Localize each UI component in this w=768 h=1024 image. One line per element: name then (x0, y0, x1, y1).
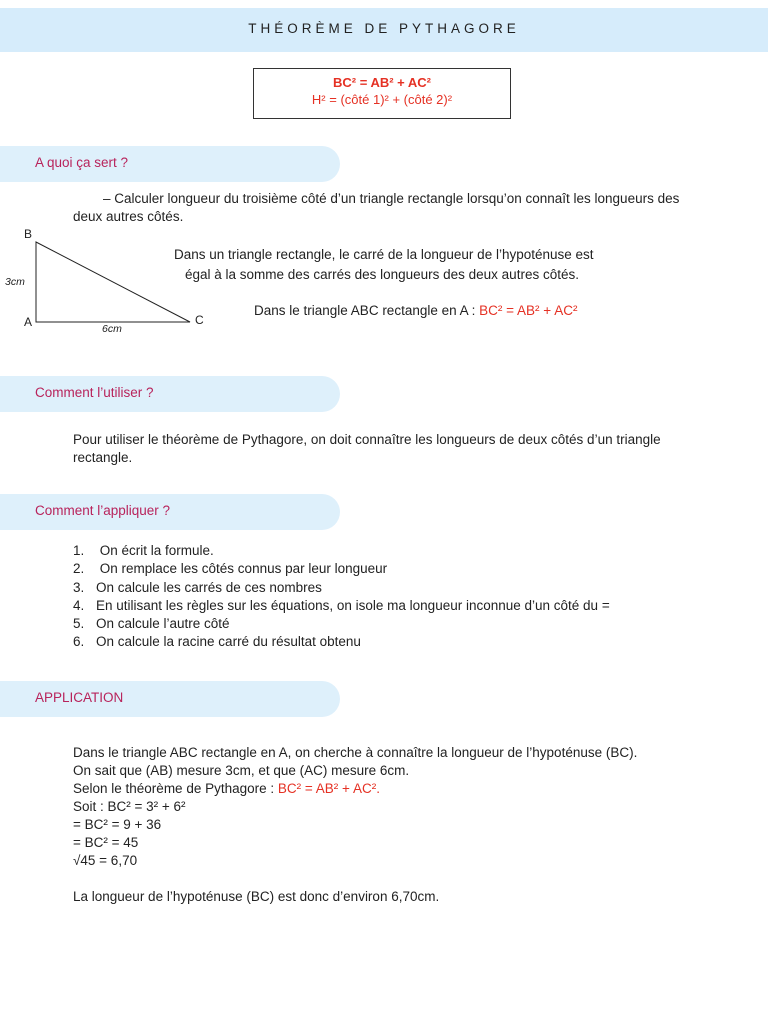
vertex-a-label: A (24, 315, 33, 329)
formula-box (253, 68, 511, 119)
application-line: Dans le triangle ABC rectangle en A, on cherche à connaître la longueur de l’hypoténuse (BC). (73, 745, 638, 760)
side-ac-label: 6cm (102, 323, 122, 335)
definition-line-1: Dans un triangle rectangle, le carré de la longueur de l’hypoténuse est (174, 247, 594, 262)
steps-list (73, 542, 610, 652)
application-line: = BC² = 45 (73, 835, 139, 850)
list-item: 5. On calcule l’autre côté (73, 616, 230, 632)
abc-statement (254, 302, 577, 320)
application-line: = BC² = 9 + 36 (73, 817, 162, 832)
formula-general: H² = (côté 1)² + (côté 2)² (311, 92, 453, 107)
section-heading-utiliser: Comment l’utiliser ? (0, 376, 340, 412)
application-body (73, 744, 733, 870)
page-title: THÉORÈME DE PYTHAGORE (0, 8, 768, 52)
vertex-c-label: C (195, 313, 204, 327)
section-heading-application: APPLICATION (0, 681, 340, 717)
triangle-shape (36, 242, 190, 322)
application-conclusion: La longueur de l’hypoténuse (BC) est donc d’environ 6,70cm. (73, 889, 440, 904)
list-item: 3. On calcule les carrés de ces nombres (73, 579, 322, 595)
side-ab-label: 3cm (5, 276, 25, 288)
definition-line-2: égal à la somme des carrés des longueurs des deux autres côtés. (185, 267, 579, 282)
section-heading-quoi: A quoi ça sert ? (0, 146, 340, 182)
list-item: 6. On calcule la racine carré du résultat obtenu (73, 634, 361, 650)
quoi-intro: – Calculer longueur du troisième côté d’un triangle rectangle lorsqu’on connaît les longueurs des deux autres côtés. (73, 191, 680, 224)
application-line: √45 = 6,70 (73, 853, 138, 868)
application-line: Soit : BC² = 3² + 6² (73, 799, 186, 814)
abc-prefix: Dans le triangle ABC rectangle en A : (254, 303, 476, 318)
list-item: 1. On écrit la formule. (73, 543, 214, 558)
section-heading-appliquer: Comment l’appliquer ? (0, 494, 340, 530)
utiliser-text: Pour utiliser le théorème de Pythagore, on doit connaître les longueurs de deux côtés d’un triangle rectangle. (73, 432, 661, 465)
list-item: 4. En utilisant les règles sur les équations, on isole ma longueur inconnue d’un côté du = (73, 597, 610, 613)
application-line: Selon le théorème de Pythagore : BC² = AB² + AC². (73, 781, 380, 796)
list-item: 2. On remplace les côtés connus par leur longueur (73, 561, 388, 577)
formula-main: BC² = AB² + AC² (333, 75, 431, 90)
abc-formula: BC² = AB² + AC² (479, 303, 578, 318)
vertex-b-label: B (24, 227, 33, 241)
application-line: On sait que (AB) mesure 3cm, et que (AC) mesure 6cm. (73, 763, 410, 778)
